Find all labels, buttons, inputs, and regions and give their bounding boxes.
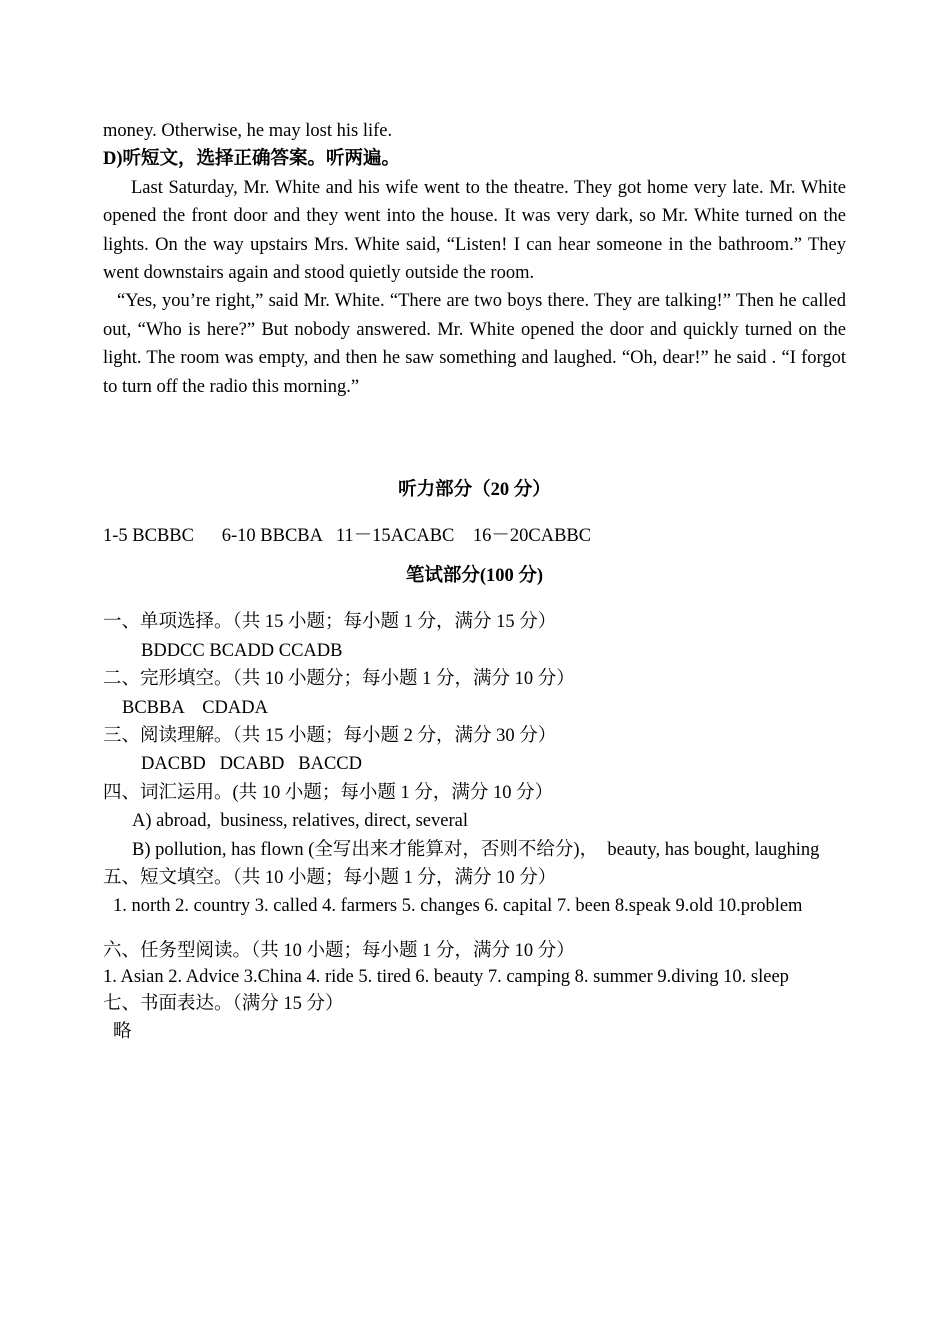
section-1-heading: 一、单项选择。（共 15 小题；每小题 1 分，满分 15 分） (103, 612, 557, 633)
listening-answer-section (103, 457, 846, 551)
listening-answers: 1-5 BCBBC 6-10 BBCBA 11－15ACABC 16－20CABBC (103, 526, 592, 547)
carry-over-line: money. Otherwise, he may lost his life. (103, 121, 393, 141)
section-2-heading: 二、完形填空。（共 10 小题分；每小题 1 分，满分 10 分） (103, 669, 575, 690)
section-3-answers: DACBD DCABD BACCD (141, 754, 363, 775)
section-4-answers-b: B) pollution, has flown (全写出来才能算对，否则不给分)， beauty, has bought, laughing (132, 839, 820, 860)
section-2-answers: BCBBA CDADA (122, 697, 268, 718)
section-6-heading: 六、任务型阅读。（共 10 小题；每小题 1 分，满分 10 分） (103, 940, 575, 961)
section-6-answers: 1. Asian 2. Advice 3.China 4. ride 5. tired 6. beauty 7. camping 8. summer 9.diving 10. sleep (103, 966, 789, 987)
section-5-answers: 1. north 2. country 3. called 4. farmers 5. changes 6. capital 7. been 8.speak 9.old 10.problem (113, 896, 803, 917)
passage-paragraph-1: Last Saturday, Mr. White and his wife went to the theatre. They got home very late. Mr. White opened the front door and they went into the house. It was very dark, so Mr. White turned on the lights. On the way upstairs Mrs. White said, “Listen! I can hear someone in the bathroom.” They went downstairs again and stood quietly outside the room. (103, 177, 846, 284)
written-title: 笔试部分(100 分) (405, 565, 544, 586)
listening-passage (103, 117, 846, 401)
section-d-heading: D)听短文，选择正确答案。听两遍。 (103, 149, 401, 170)
section-3-heading: 三、阅读理解。（共 15 小题；每小题 2 分，满分 30 分） (103, 726, 557, 747)
section-4-heading: 四、词汇运用。(共 10 小题；每小题 1 分，满分 10 分） (103, 782, 554, 803)
written-answer-section (103, 543, 846, 1047)
section-7-heading: 七、书面表达。（满分 15 分） (103, 993, 344, 1014)
section-4-answers-a: A) abroad, business, relatives, direct, several (132, 811, 468, 832)
listening-title: 听力部分（20 分） (398, 479, 551, 500)
passage-paragraph-2: “Yes, you’re right,” said Mr. White. “There are two boys there. They are talking!” Then he called out, “Who is here?” But nobody answered. Mr. White opened the door and quickly turned on the light. The room was empty, and then he saw something and laughed. “Oh, dear!” he said . “I forgot to turn off the radio this morning.” (103, 291, 846, 397)
section-5-heading: 五、短文填空。（共 10 小题；每小题 1 分，满分 10 分） (103, 868, 557, 889)
section-7-answers: 略 (113, 1022, 132, 1043)
section-1-answers: BDDCC BCADD CCADB (141, 640, 343, 661)
